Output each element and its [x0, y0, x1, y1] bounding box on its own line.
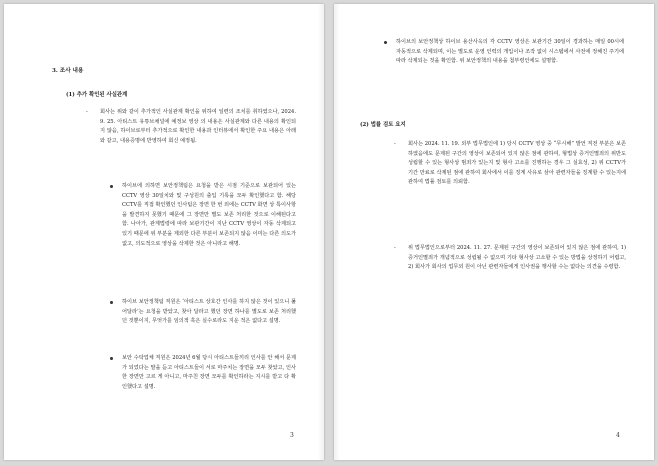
legal-paragraph — [394, 244, 626, 273]
bullet-item — [122, 354, 296, 392]
page-number: 4 — [616, 432, 620, 439]
bullet-text: 보안 수탁업체 직원은 2024년 6월 당시 아티스트들끼리 인사를 안 해서 문제가 되었다는 말을 듣고 아티스트들이 서로 마주치는 장면을 모두 찾았고, 인사한 장면만 고르 게 아니고, 마주친 장면 모두를 확인하라는 지시를 받고 다 확인했다고 설명. — [122, 355, 296, 390]
section-heading: 3. 조사 내용 — [52, 68, 84, 74]
subsection-heading: (1) 추가 확인된 사실관계 — [66, 92, 128, 98]
dash-marker: - — [394, 141, 396, 147]
page-4 — [334, 4, 654, 460]
subsection-heading: (2) 법률 검토 요지 — [360, 122, 406, 128]
legal-paragraph-text: 위 법무법인으로부터 2024. 11. 27. 문제된 구간의 영상이 보존되어 있지 않은 점에 관하여, 1) 증거인멸죄가 개념적으로 성립될 수 없으며 기타 형사상 고소할 수 있는 방법을 상정하기 어렵고, 2) 회사가 회사의 업무외 원이 아닌 관련자들에게 인사권을 행사할 수는 없다는 의견을 수령함. — [408, 245, 626, 271]
intro-text: 회사는 위와 같이 추가적인 사실관계 확인을 위하여 일련의 조치를 취하였으나, 2024. 9. 25. 아티스트 유튜브채널에 예정보 영상 의 내용은 사실관계와 다른 내용의 확인되지 않음, 하이브로부터 추가적으로 확인한 내용과 인터뷰에서 확인한 주요 내용은 아래와 같고, 내용증명에 반영하여 회신 예정됨. — [100, 109, 296, 144]
legal-paragraph — [394, 140, 626, 188]
dash-marker: - — [394, 245, 396, 251]
bullet-item — [122, 298, 296, 327]
legal-paragraph-text: 회사는 2024. 11. 19. 외부 법무법인에 1) 당시 CCTV 영상 중 “무시해” 발언 직전 부분은 보존하였음에도 문제된 구간의 영상이 보존되어 있지 않은 점에 관하여, 형법상 증거인멸죄의 위반도 성립할 수 있는 형사상 범죄가 있는지 및 형사 고소를 진행하는 경우 그 실효성, 2) 위 CCTV가 기간 만료로 삭제된 점에 관하여 회사에서 이를 징계 사유로 삼아 관련자들을 징계할 수 있는지에 관하여 법률 검토를 의뢰함. — [408, 141, 626, 186]
top-paragraph — [396, 38, 624, 67]
bullet-dot-icon — [110, 301, 113, 304]
bullet-dot-icon — [384, 41, 387, 44]
bullet-dot-icon — [110, 357, 113, 360]
page-number: 3 — [290, 432, 294, 439]
page-3 — [4, 4, 324, 460]
page-fold — [334, 4, 340, 460]
page-fold — [318, 4, 324, 460]
top-paragraph-text: 하이브의 보안정책상 하이브 용산사옥의 각 CCTV 영상은 보관기간 30일이 경과하는 매일 00시에 자동적으로 삭제되며, 이는 별도로 운영 인력의 개입이나 조작 없이 시스템에서 사전에 정해진 주기에 따라 삭제되는 것을 확인함. 위 보안정책의 내용을 첨부령인에도 설명함. — [396, 39, 624, 65]
dash-marker: - — [86, 109, 88, 115]
bullet-text: 하이브에 의하면 보안정책팀은 요청을 받은 시점 기준으로 보관되어 있는 CCTV 영상 30일치와 및 구성원의 출입 기록을 모두 확인했다고 함. 해당 CCTV를 직접 확인했던 인사팀은 장면 한 번 외에는 CCTV 화면 상 특이사항을 발견하지 못했기 때문에 그 장면만 별도 보존 처리한 것으로 이해된다고 함. 나아가, 관계법령에 따라 보관기간이 지난 CCTV 영상이 자동 삭제되고 있기 때문에 위 부분을 제외한 다른 부분이 보존되지 않음 이미는 다른 의도가 없고, 의도적으로 영상을 삭제한 것은 아니라고 해명. — [122, 183, 296, 247]
bullet-item — [122, 182, 296, 249]
bullet-dot-icon — [110, 185, 113, 188]
intro-paragraph — [86, 108, 296, 146]
bullet-text: 하이브 보안정책팀 직원은 ‘아티스트 상호간 인사를 하지 않은 것이 있으니 풀어달라’는 요청을 받았고, 찾아 달라고 했던 장면 하나를 별도로 보존 처리했던 것뿐이지, 무엇가를 임의적 혹은 실수로라도 지운 적은 없다고 설명. — [122, 299, 296, 325]
